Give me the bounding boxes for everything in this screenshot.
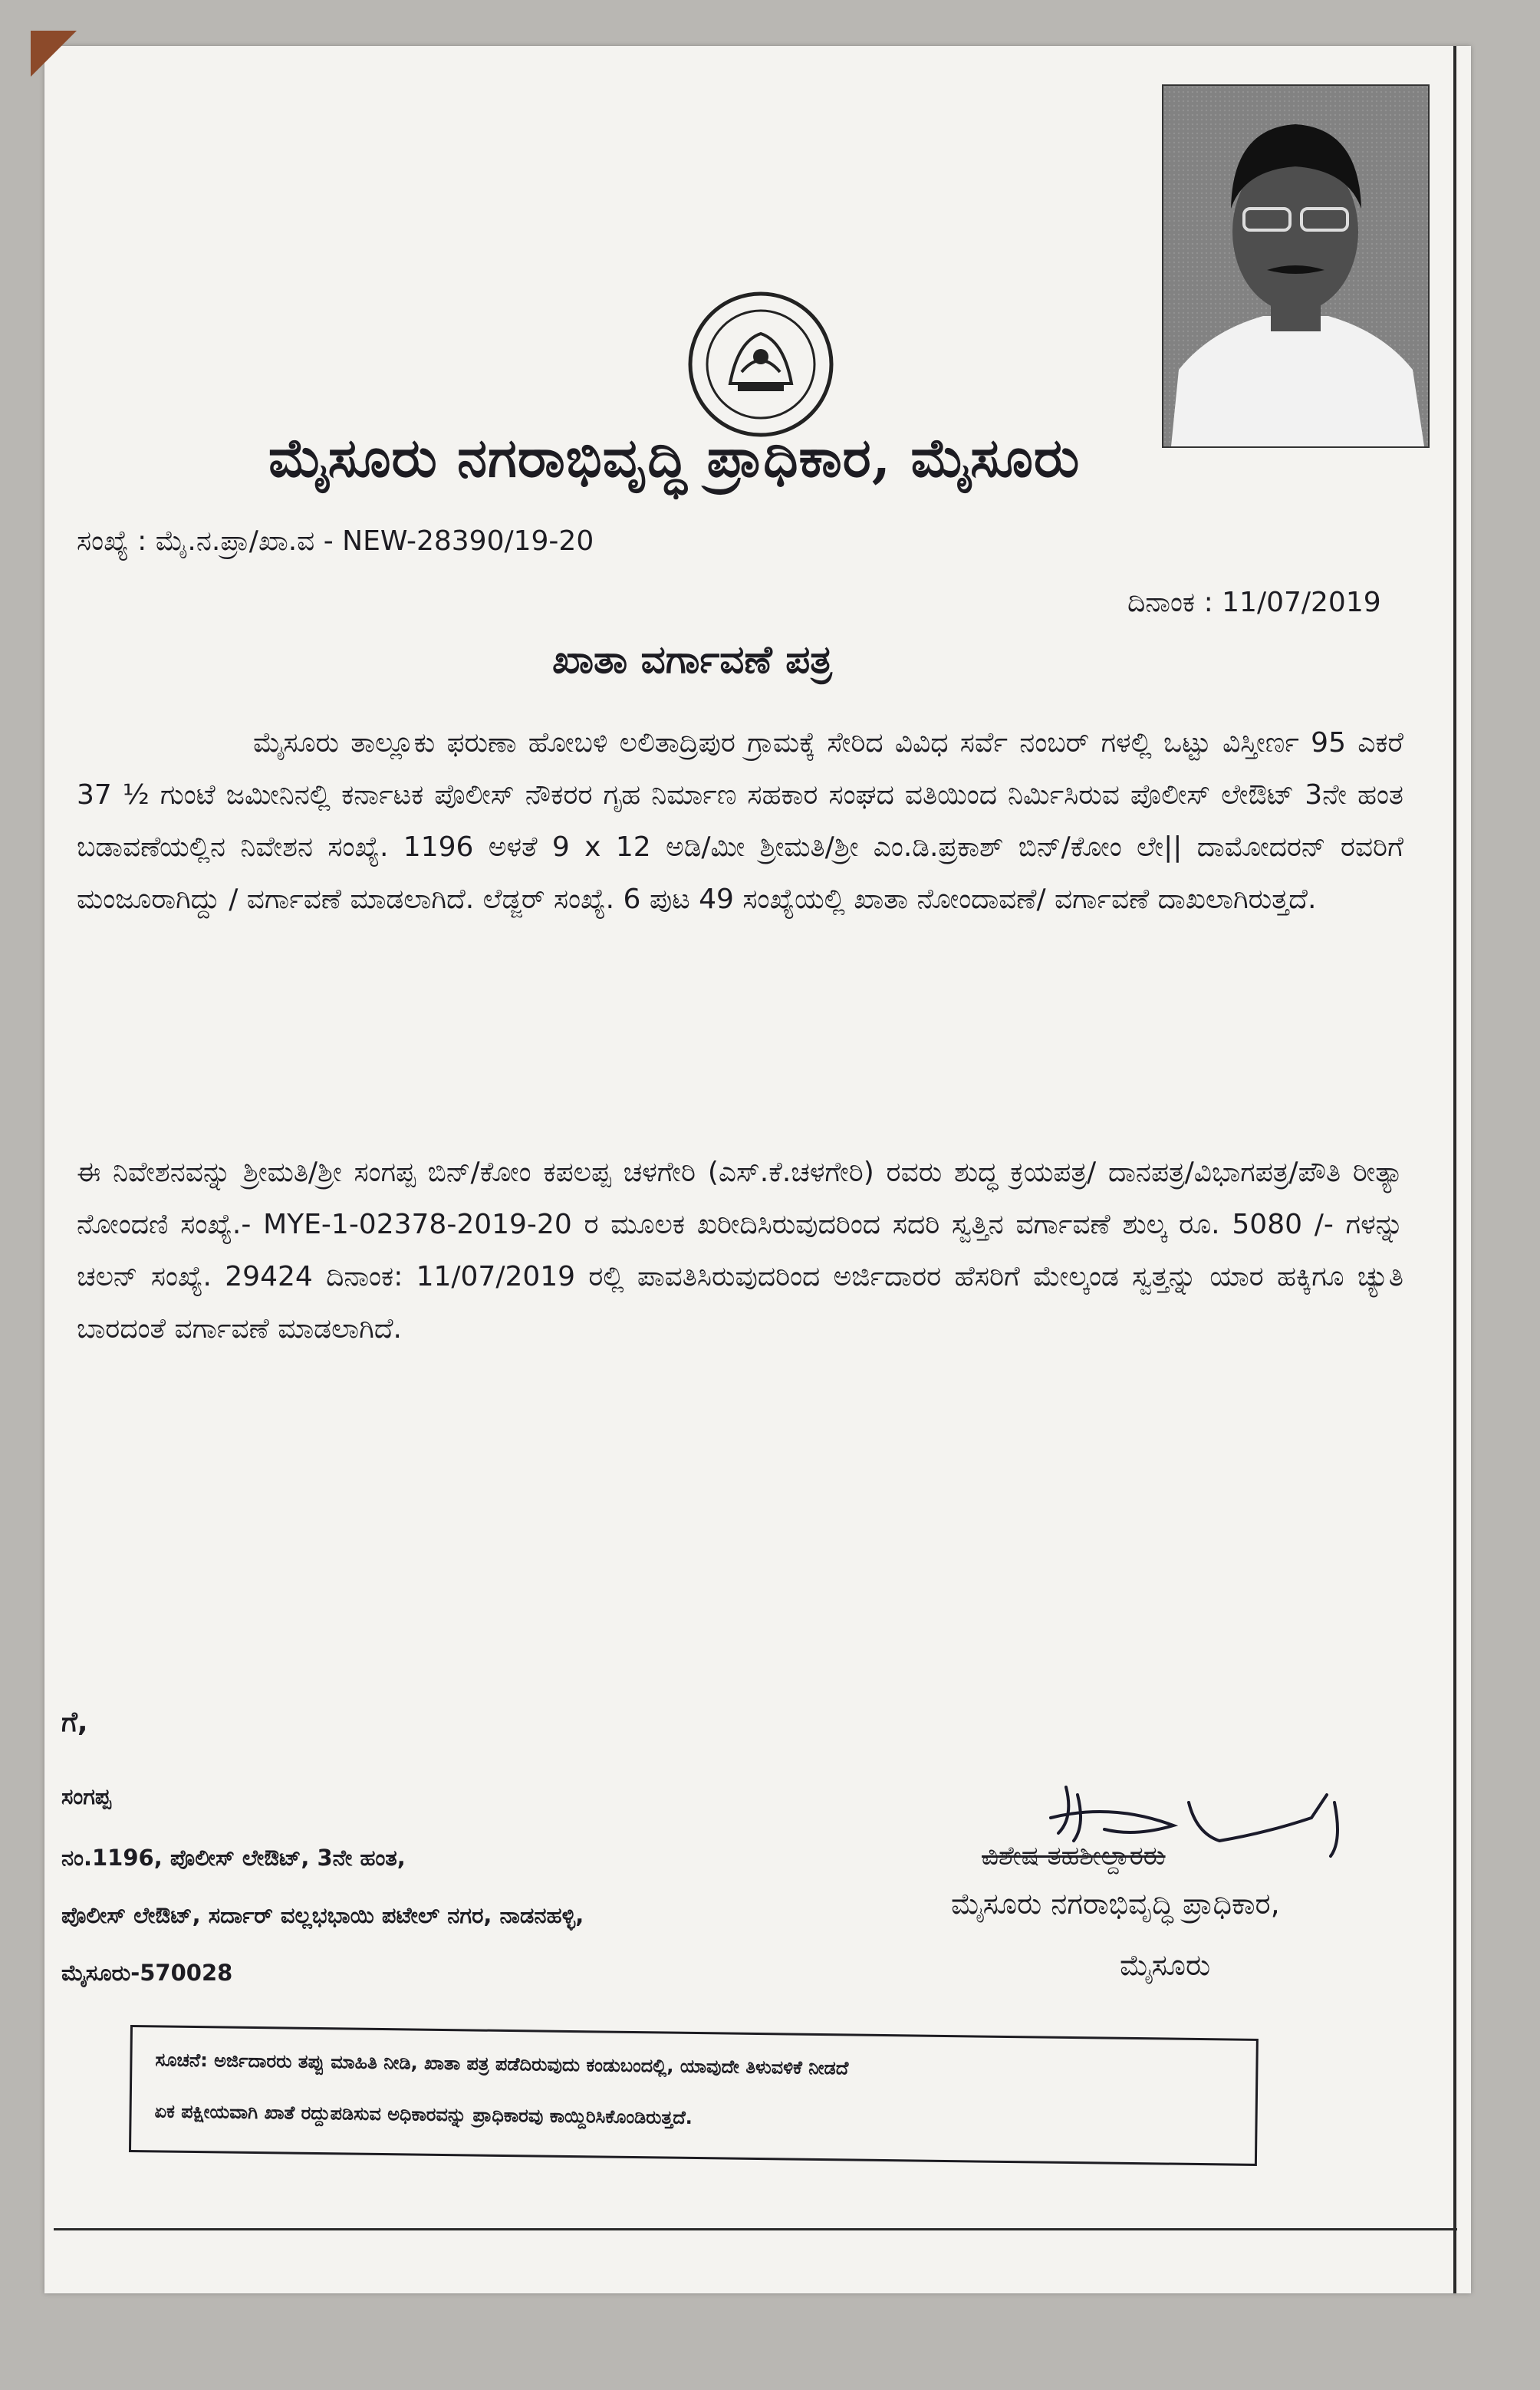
organisation-title: ಮೈಸೂರು ನಗರಾಭಿವೃದ್ಧಿ ಪ್ರಾಧಿಕಾರ, ಮೈಸೂರು — [268, 426, 1081, 489]
notice-line-1: ಸೂಚನೆ: ಅರ್ಜಿದಾರರು ತಪ್ಪು ಮಾಹಿತಿ ನೀಡಿ, ಖಾತಾ ಪತ್ರ ಪಡೆದಿರುವುದು ಕಂಡುಬಂದಲ್ಲಿ, ಯಾವುದೇ ತಿಳುವಳಿಕೆ ನೀಡದೆ — [155, 2049, 849, 2079]
applicant-photo — [1162, 84, 1430, 448]
address-line-2: ಪೊಲೀಸ್ ಲೇಔಟ್, ಸರ್ದಾರ್ ವಲ್ಲಭಭಾಯಿ ಪಟೇಲ್ ನಗರ, ನಾಡನಹಳ್ಳಿ, — [61, 1902, 584, 1928]
reference-number: ಸಂಖ್ಯೆ : ಮೈ.ನ.ಪ್ರಾ/ಖಾ.ವ - NEW-28390/19-20 — [77, 525, 594, 557]
address-line-3: ಮೈಸೂರು-570028 — [61, 1960, 233, 1986]
issue-date: ದಿನಾಂಕ : 11/07/2019 — [1127, 587, 1381, 618]
signatory-designation: ವಿಶೇಷ ತಹಶೀಲ್ದಾರರು — [982, 1841, 1166, 1872]
document-title: ಖಾತಾ ವರ್ಗಾವಣೆ ಪತ್ರ — [552, 637, 832, 682]
body-paragraph-1: ಮೈಸೂರು ತಾಲ್ಲೂಕು ಫರುಣಾ ಹೋಬಳಿ ಲಲಿತಾದ್ರಿಪುರ ಗ್ರಾಮಕ್ಕೆ ಸೇರಿದ ವಿವಿಧ ಸರ್ವೆ ನಂಬರ್ ಗಳಲ್ಲಿ ಒಟ್ಟು ವಿಸ್ತೀರ್ಣ 95 ಎಕರೆ 37 ½ ಗುಂಟೆ ಜಮೀನಿನಲ್ಲಿ ಕರ್ನಾಟಕ ಪೊಲೀಸ್ ನೌಕರರ ಗೃಹ ನಿರ್ಮಾಣ ಸಹಕಾರ ಸಂಘದ ವತಿಯಿಂದ ನಿರ್ಮಿಸಿರುವ ಪೊಲೀಸ್ ಲೇಔಟ್ 3ನೇ ಹಂತ ಬಡಾವಣೆಯಲ್ಲಿನ ನಿವೇಶನ ಸಂಖ್ಯೆ. 1196 ಅಳತೆ 9 x 12 ಅಡಿ/ಮೀ ಶ್ರೀಮತಿ/ಶ್ರೀ ಎಂ.ಡಿ.ಪ್ರಕಾಶ್ ಬಿನ್/ಕೋಂ ಲೇ|| ದಾಮೋದರನ್ ರವರಿಗೆ ಮಂಜೂರಾಗಿದ್ದು / ವರ್ಗಾವಣೆ ಮಾಡಲಾಗಿದೆ. ಲೆಡ್ಜರ್ ಸಂಖ್ಯೆ. 6 ಪುಟ 49 ಸಂಖ್ಯೆಯಲ್ಲಿ ಖಾತಾ ನೋಂದಾವಣೆ/ ವರ್ಗಾವಣೆ ದಾಖಲಾಗಿರುತ್ತದೆ. — [77, 727, 1403, 915]
signatory-org-line-1: ಮೈಸೂರು ನಗರಾಭಿವೃದ್ಧಿ ಪ್ರಾಧಿಕಾರ, — [951, 1887, 1280, 1921]
signatory-org-line-2: ಮೈಸೂರು — [1120, 1948, 1211, 1982]
notice-line-2: ಏಕ ಪಕ್ಷೀಯವಾಗಿ ಖಾತೆ ರದ್ದುಪಡಿಸುವ ಅಧಿಕಾರವನ್ನು ಪ್ರಾಧಿಕಾರವು ಕಾಯ್ದಿರಿಸಿಕೊಂಡಿರುತ್ತದೆ. — [154, 2100, 693, 2128]
person-silhouette-icon — [1163, 86, 1428, 446]
emblem-seal-icon — [684, 288, 837, 441]
address-name: ಸಂಗಪ್ಪ — [61, 1783, 111, 1809]
body-paragraph-2: ಈ ನಿವೇಶನವನ್ನು ಶ್ರೀಮತಿ/ಶ್ರೀ ಸಂಗಪ್ಪ ಬಿನ್/ಕೋಂ ಕಪಲಪ್ಪ ಚಳಗೇರಿ (ಎಸ್.ಕೆ.ಚಳಗೇರಿ) ರವರು ಶುದ್ಧ ಕ್ರಯಪತ್ರ/ ದಾನಪತ್ರ/ವಿಭಾಗಪತ್ರ/ಪೌತಿ ರೀತ್ಯಾ ನೋಂದಣಿ ಸಂಖ್ಯೆ.- MYE-1-02378-2019-20 ರ ಮೂಲಕ ಖರೀದಿಸಿರುವುದರಿಂದ ಸದರಿ ಸ್ವತ್ತಿನ ವರ್ಗಾವಣೆ ಶುಲ್ಕ ರೂ. 5080 /- ಗಳನ್ನು ಚಲನ್ ಸಂಖ್ಯೆ. 29424 ದಿನಾಂಕ: 11/07/2019 ರಲ್ಲಿ ಪಾವತಿಸಿರುವುದರಿಂದ ಅರ್ಜಿದಾರರ ಹೆಸರಿಗೆ ಮೇಲ್ಕಂಡ ಸ್ವತ್ತನ್ನು ಯಾರ ಹಕ್ಕಿಗೂ ಚ್ಯುತಿ ಬಾರದಂತೆ ವರ್ಗಾವಣೆ ಮಾಡಲಾಗಿದೆ. — [77, 1157, 1403, 1345]
address-line-1: ನಂ.1196, ಪೊಲೀಸ್ ಲೇಔಟ್, 3ನೇ ಹಂತ, — [61, 1845, 406, 1871]
page-border-bottom — [54, 2228, 1457, 2230]
page-border-right — [1453, 46, 1456, 2293]
notice-box — [129, 2025, 1259, 2166]
folded-corner — [31, 31, 77, 77]
authority-emblem — [684, 288, 837, 441]
address-salutation: ಗೆ, — [61, 1707, 88, 1738]
